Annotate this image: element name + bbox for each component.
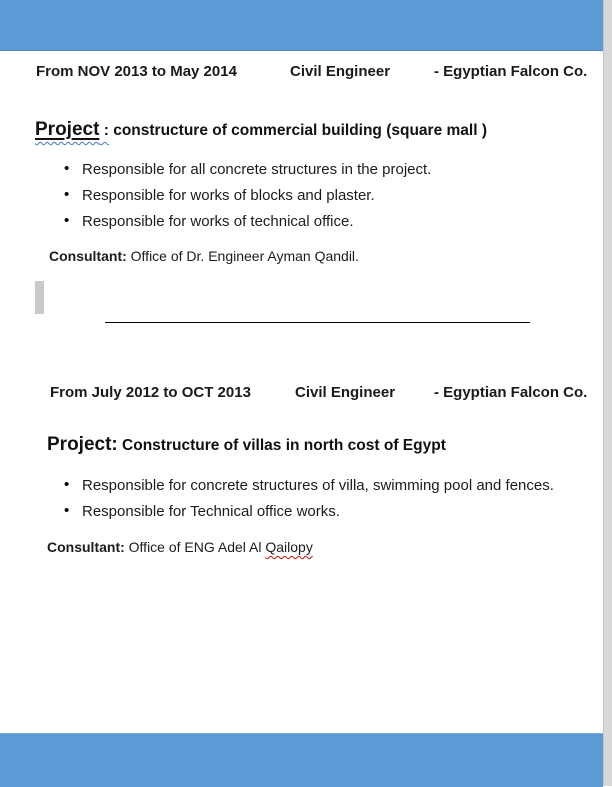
experience2-role: Civil Engineer xyxy=(295,384,396,401)
experience1-consultant-line xyxy=(49,248,359,264)
experience2-header-row xyxy=(0,384,604,404)
experience1-project-heading xyxy=(35,119,487,141)
grammar-squiggle xyxy=(35,119,109,140)
experience1-bullet-3: • Responsible for works of technical office. xyxy=(82,213,354,230)
experience2-project-title: Constructure of villas in north cost of Egypt xyxy=(117,437,446,454)
selection-artifact-bar xyxy=(35,281,44,314)
experience1-consultant-value: Office of Dr. Engineer Ayman Qandil. xyxy=(126,248,359,264)
experience2-project-word: Project: xyxy=(47,434,118,455)
experience1-project-colon: : xyxy=(99,122,109,139)
experience2-project-heading xyxy=(47,434,446,456)
footer-band xyxy=(0,733,603,787)
experience2-consultant-label: Consultant: xyxy=(47,539,125,555)
experience1-dates: From NOV 2013 to May 2014 xyxy=(36,63,237,80)
experience1-bullet-2: • Responsible for works of blocks and plaster. xyxy=(82,187,375,204)
page-edge-strip xyxy=(603,0,612,786)
experience1-company: - Egyptian Falcon Co. xyxy=(434,63,588,80)
experience2-dates: From July 2012 to OCT 2013 xyxy=(50,384,251,401)
spelling-squiggle: Qailopy xyxy=(265,539,313,555)
experience2-bullet-1: • Responsible for concrete structures of villa, swimming pool and fences. xyxy=(82,477,554,494)
experience1-project-word: Project xyxy=(35,119,100,140)
header-band xyxy=(0,0,603,51)
experience1-project-title: constructure of commercial building (square mall ) xyxy=(108,122,487,139)
horizontal-rule xyxy=(105,322,530,323)
experience2-consultant-line xyxy=(47,539,313,555)
experience2-bullet-2: • Responsible for Technical office works. xyxy=(82,503,340,520)
experience1-bullet-1: • Responsible for all concrete structures in the project. xyxy=(82,161,431,178)
experience2-consultant-value: Office of ENG Adel Al xyxy=(124,539,266,555)
experience1-consultant-label: Consultant: xyxy=(49,248,127,264)
experience1-role: Civil Engineer xyxy=(290,63,391,80)
experience2-company: - Egyptian Falcon Co. xyxy=(434,384,588,401)
experience1-header-row xyxy=(0,63,604,83)
